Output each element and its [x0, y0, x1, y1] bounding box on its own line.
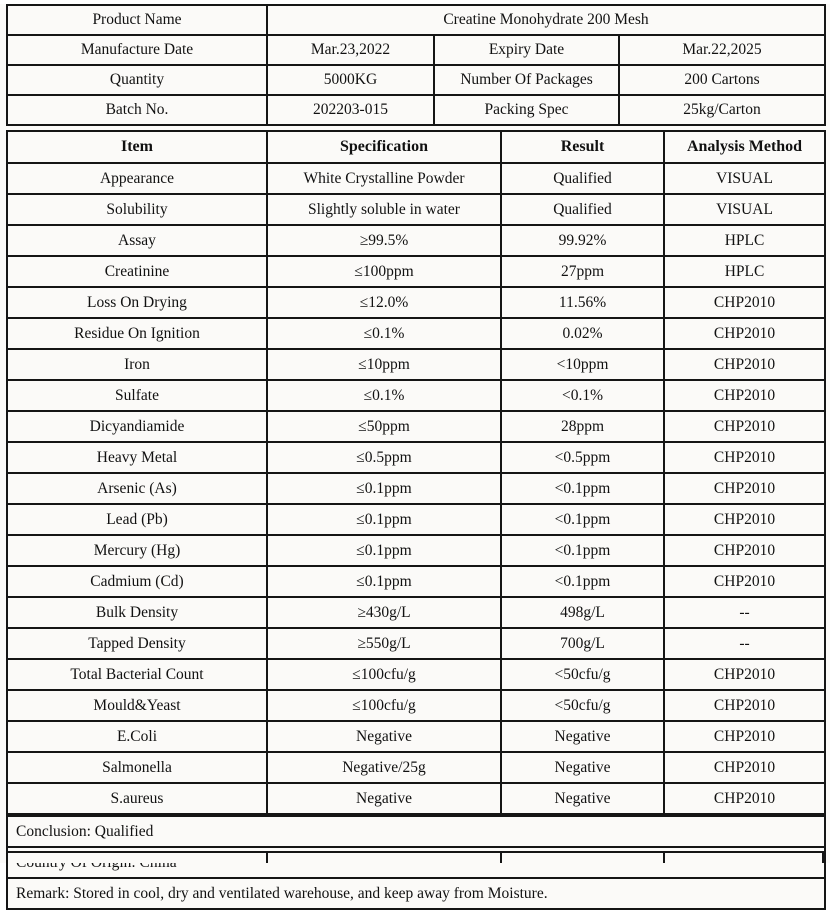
spec-cell-item: Loss On Drying — [7, 287, 267, 318]
spec-cell-item: Total Bacterial Count — [7, 659, 267, 690]
spec-cell-specification: ≤0.1ppm — [267, 535, 501, 566]
specification-table-head — [7, 131, 825, 163]
spec-cell-result: <50cfu/g — [501, 690, 664, 721]
spec-cell-result: Negative — [501, 752, 664, 783]
spec-cell-analysis-method: CHP2010 — [664, 442, 825, 473]
spec-cell-specification: ≤50ppm — [267, 411, 501, 442]
footer-note: Conclusion: Qualified — [7, 816, 825, 847]
spec-cell-result: 99.92% — [501, 225, 664, 256]
table-header-row — [7, 131, 825, 163]
info-label-expiry-date: Expiry Date — [434, 35, 619, 65]
spec-cell-item: Dicyandiamide — [7, 411, 267, 442]
spec-cell-analysis-method: VISUAL — [664, 194, 825, 225]
table-row — [7, 380, 825, 411]
table-row — [7, 783, 825, 814]
spec-cell-analysis-method: -- — [664, 597, 825, 628]
clipped-row-divider-3 — [663, 853, 665, 863]
spec-cell-analysis-method: CHP2010 — [664, 690, 825, 721]
spec-cell-result: <0.5ppm — [501, 442, 664, 473]
table-row — [7, 473, 825, 504]
table-row — [7, 690, 825, 721]
clipped-bottom-row — [6, 851, 824, 863]
spec-cell-specification: Negative — [267, 721, 501, 752]
spec-cell-specification: White Crystalline Powder — [267, 163, 501, 194]
spec-cell-specification: ≤0.1ppm — [267, 473, 501, 504]
spec-cell-result: <0.1ppm — [501, 566, 664, 597]
column-header-result: Result — [501, 131, 664, 163]
clipped-row-divider-1 — [266, 853, 268, 863]
info-label-manufacture-date: Manufacture Date — [7, 35, 267, 65]
table-row — [7, 287, 825, 318]
product-info-table — [6, 4, 826, 126]
table-row — [7, 5, 825, 35]
spec-cell-result: <0.1ppm — [501, 535, 664, 566]
spec-cell-analysis-method: CHP2010 — [664, 318, 825, 349]
info-label-number-of-packages: Number Of Packages — [434, 65, 619, 95]
spec-cell-result: 11.56% — [501, 287, 664, 318]
spec-cell-specification: ≤0.1% — [267, 318, 501, 349]
table-row — [7, 411, 825, 442]
info-value-number-of-packages: 200 Cartons — [619, 65, 825, 95]
spec-cell-specification: ≤100ppm — [267, 256, 501, 287]
spec-cell-item: Lead (Pb) — [7, 504, 267, 535]
spec-cell-specification: ≤0.1ppm — [267, 566, 501, 597]
info-value-manufacture-date: Mar.23,2022 — [267, 35, 434, 65]
table-row — [7, 597, 825, 628]
spec-cell-specification: ≤100cfu/g — [267, 659, 501, 690]
spec-cell-specification: ≤12.0% — [267, 287, 501, 318]
spec-cell-item: Solubility — [7, 194, 267, 225]
info-value-packing-spec: 25kg/Carton — [619, 95, 825, 125]
column-header-item: Item — [7, 131, 267, 163]
spec-cell-result: 27ppm — [501, 256, 664, 287]
spec-cell-analysis-method: CHP2010 — [664, 659, 825, 690]
spec-cell-analysis-method: CHP2010 — [664, 721, 825, 752]
info-value-quantity: 5000KG — [267, 65, 434, 95]
spec-cell-result: <0.1% — [501, 380, 664, 411]
spec-cell-item: Mercury (Hg) — [7, 535, 267, 566]
spec-cell-result: <0.1ppm — [501, 504, 664, 535]
spec-cell-analysis-method: CHP2010 — [664, 287, 825, 318]
spec-cell-analysis-method: -- — [664, 628, 825, 659]
table-row — [7, 566, 825, 597]
info-value-batch-no: 202203-015 — [267, 95, 434, 125]
table-row — [7, 225, 825, 256]
spec-cell-analysis-method: HPLC — [664, 225, 825, 256]
spec-cell-result: 498g/L — [501, 597, 664, 628]
column-header-analysis-method: Analysis Method — [664, 131, 825, 163]
column-header-specification: Specification — [267, 131, 501, 163]
spec-cell-specification: ≤10ppm — [267, 349, 501, 380]
spec-cell-result: Qualified — [501, 163, 664, 194]
info-label-quantity: Quantity — [7, 65, 267, 95]
info-label-batch-no: Batch No. — [7, 95, 267, 125]
spec-cell-item: Sulfate — [7, 380, 267, 411]
coa-document-page — [0, 4, 830, 902]
spec-cell-analysis-method: CHP2010 — [664, 535, 825, 566]
spec-cell-item: Assay — [7, 225, 267, 256]
spec-cell-result: Negative — [501, 721, 664, 752]
table-row — [7, 349, 825, 380]
spec-cell-item: Salmonella — [7, 752, 267, 783]
spec-cell-item: Tapped Density — [7, 628, 267, 659]
spec-cell-analysis-method: CHP2010 — [664, 566, 825, 597]
table-row — [7, 256, 825, 287]
table-row — [7, 95, 825, 125]
spec-cell-specification: ≥430g/L — [267, 597, 501, 628]
spec-cell-item: Residue On Ignition — [7, 318, 267, 349]
table-row — [7, 628, 825, 659]
spec-cell-specification: ≤100cfu/g — [267, 690, 501, 721]
spec-cell-analysis-method: VISUAL — [664, 163, 825, 194]
spec-cell-analysis-method: CHP2010 — [664, 473, 825, 504]
table-row — [7, 752, 825, 783]
spec-cell-result: Qualified — [501, 194, 664, 225]
spec-cell-item: S.aureus — [7, 783, 267, 814]
info-label-packing-spec: Packing Spec — [434, 95, 619, 125]
spec-cell-analysis-method: CHP2010 — [664, 380, 825, 411]
spec-cell-analysis-method: CHP2010 — [664, 752, 825, 783]
spec-cell-item: Mould&Yeast — [7, 690, 267, 721]
table-row — [7, 442, 825, 473]
spec-cell-specification: ≥99.5% — [267, 225, 501, 256]
table-row — [7, 163, 825, 194]
spec-cell-item: Bulk Density — [7, 597, 267, 628]
spec-cell-specification: ≤0.5ppm — [267, 442, 501, 473]
spec-cell-specification: Negative/25g — [267, 752, 501, 783]
spec-cell-item: Appearance — [7, 163, 267, 194]
table-row — [7, 535, 825, 566]
spec-cell-item: Heavy Metal — [7, 442, 267, 473]
table-row — [7, 816, 825, 847]
spec-cell-specification: Negative — [267, 783, 501, 814]
spec-cell-item: Iron — [7, 349, 267, 380]
info-label-product-name: Product Name — [7, 5, 267, 35]
specification-table — [6, 130, 826, 815]
spec-cell-analysis-method: CHP2010 — [664, 349, 825, 380]
clipped-row-divider-2 — [500, 853, 502, 863]
spec-cell-specification: Slightly soluble in water — [267, 194, 501, 225]
spec-cell-analysis-method: CHP2010 — [664, 504, 825, 535]
spec-cell-analysis-method: HPLC — [664, 256, 825, 287]
spec-cell-result: <10ppm — [501, 349, 664, 380]
spec-cell-item: Arsenic (As) — [7, 473, 267, 504]
table-row — [7, 878, 825, 909]
spec-cell-result: <50cfu/g — [501, 659, 664, 690]
footer-note: Remark: Stored in cool, dry and ventilated warehouse, and keep away from Moisture. — [7, 878, 825, 909]
table-row — [7, 721, 825, 752]
spec-cell-specification: ≤0.1ppm — [267, 504, 501, 535]
spec-cell-specification: ≤0.1% — [267, 380, 501, 411]
spec-cell-result: 28ppm — [501, 411, 664, 442]
product-info-body — [7, 5, 825, 125]
spec-cell-item: E.Coli — [7, 721, 267, 752]
info-value-product-name: Creatine Monohydrate 200 Mesh — [267, 5, 825, 35]
spec-cell-analysis-method: CHP2010 — [664, 411, 825, 442]
spec-cell-analysis-method: CHP2010 — [664, 783, 825, 814]
table-row — [7, 35, 825, 65]
spec-cell-result: Negative — [501, 783, 664, 814]
spec-cell-result: 700g/L — [501, 628, 664, 659]
spec-cell-item: Cadmium (Cd) — [7, 566, 267, 597]
table-row — [7, 318, 825, 349]
table-row — [7, 194, 825, 225]
info-value-expiry-date: Mar.22,2025 — [619, 35, 825, 65]
spec-cell-result: <0.1ppm — [501, 473, 664, 504]
table-row — [7, 504, 825, 535]
spec-cell-result: 0.02% — [501, 318, 664, 349]
table-row — [7, 65, 825, 95]
spec-cell-specification: ≥550g/L — [267, 628, 501, 659]
table-row — [7, 659, 825, 690]
specification-table-body — [7, 163, 825, 814]
spec-cell-item: Creatinine — [7, 256, 267, 287]
